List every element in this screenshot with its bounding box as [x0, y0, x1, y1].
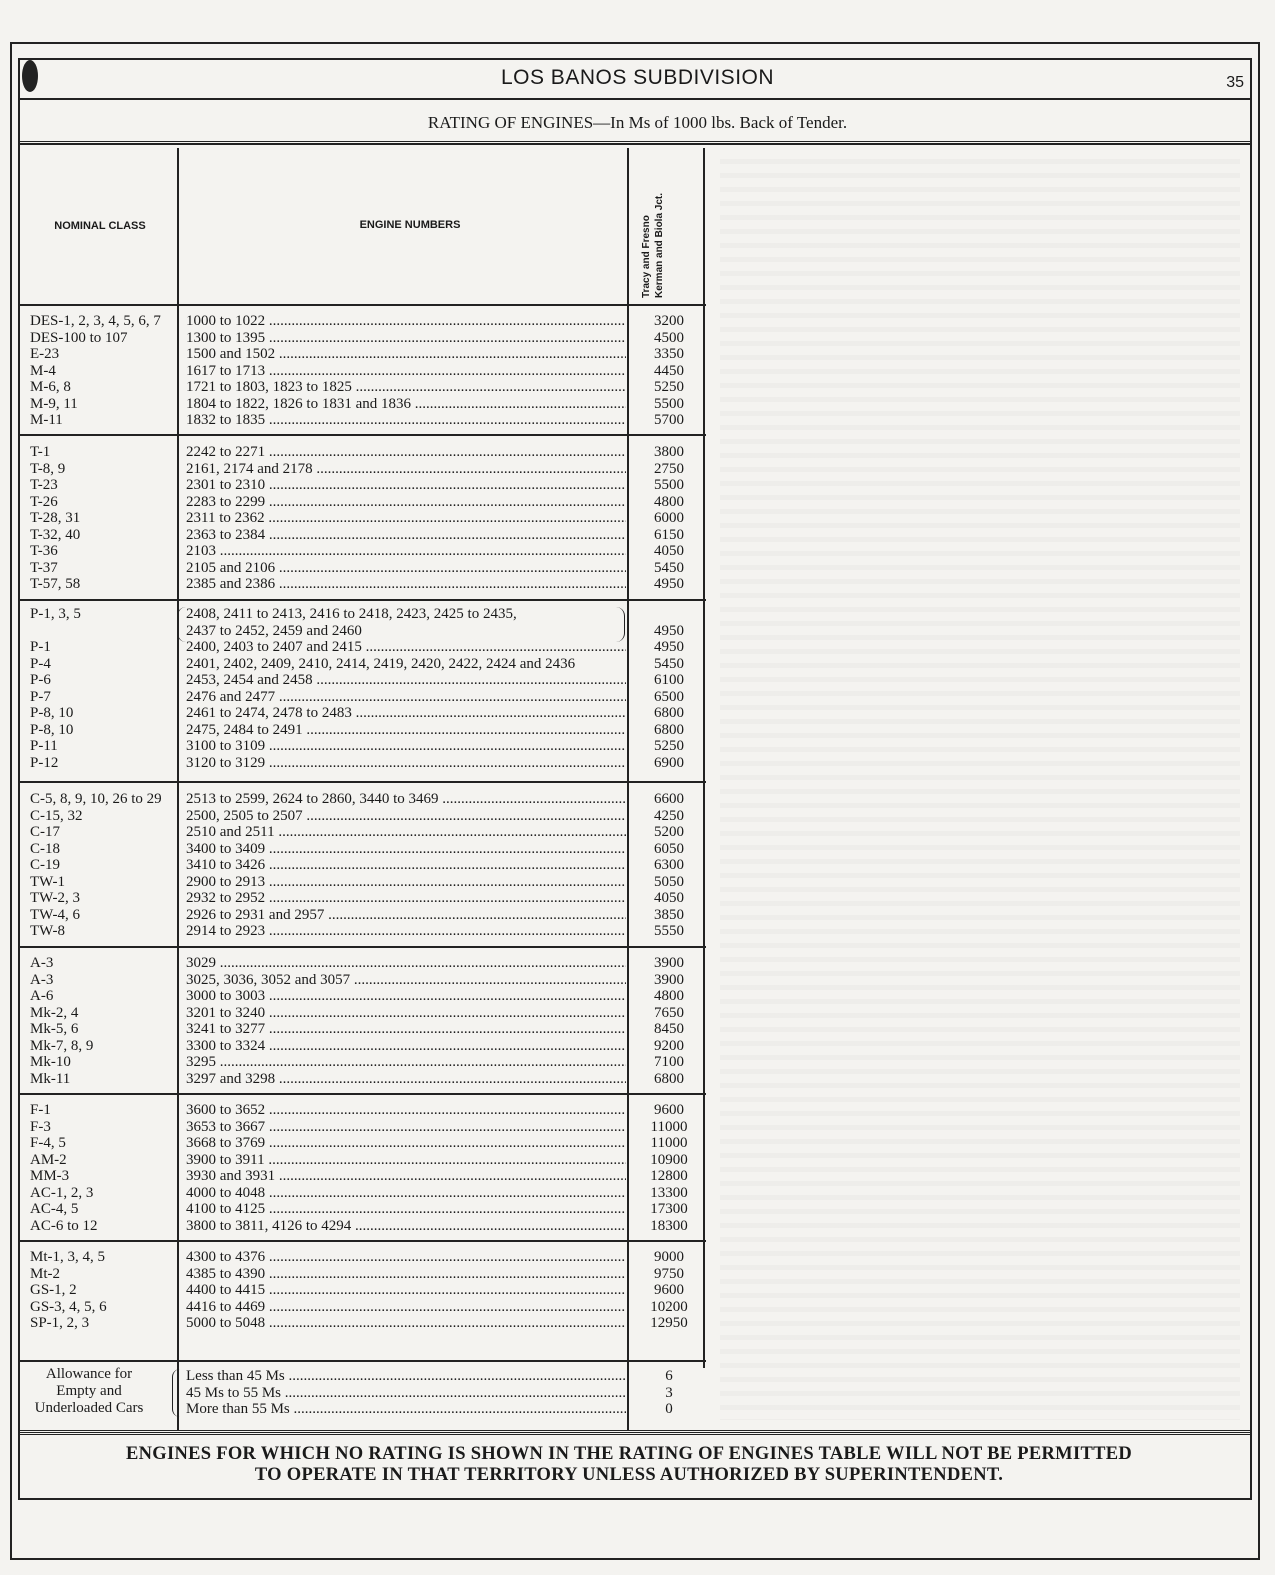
rating-cell: 5050 [654, 873, 684, 890]
allowance-range-cell: More than 55 Ms ..... [186, 1401, 626, 1418]
table-row [18, 1185, 706, 1202]
engine-numbers-cell: 3600 to 3652 ..... [186, 1102, 626, 1119]
engine-numbers-cell: 2900 to 2913 ..... [186, 874, 626, 891]
table-row [18, 656, 706, 673]
class-cell: GS-3, 4, 5, 6 [30, 1298, 107, 1315]
table-row [18, 738, 706, 755]
class-cell: P-11 [30, 738, 58, 754]
table-top-rule [18, 141, 1252, 145]
table-row [18, 1266, 706, 1283]
table-row [18, 623, 706, 640]
group-separator [18, 1240, 706, 1242]
row-group [18, 955, 706, 1087]
table-row [18, 576, 706, 593]
rating-cell: 9000 [654, 1249, 684, 1265]
class-cell: DES-1, 2, 3, 4, 5, 6, 7 [30, 313, 161, 329]
class-cell: DES-100 to 107 [30, 329, 128, 346]
class-cell: C-17 [30, 824, 60, 840]
class-cell: Mk-7, 8, 9 [30, 1037, 94, 1054]
table-row [18, 527, 706, 544]
engine-numbers-cell: 4385 to 4390 ..... [186, 1266, 626, 1283]
rating-cell: 5450 [654, 655, 684, 672]
table-row [18, 1119, 706, 1136]
class-cell: P-8, 10 [30, 721, 74, 738]
class-cell: SP-1, 2, 3 [30, 1315, 90, 1331]
group-separator [18, 1093, 706, 1095]
table-row [18, 543, 706, 560]
allowance-row [18, 1401, 706, 1418]
table-row [18, 1315, 706, 1332]
rating-cell: 9750 [654, 1265, 684, 1282]
class-cell: T-23 [30, 477, 58, 493]
row-group [18, 791, 706, 940]
engine-numbers-cell: 4000 to 4048 ..... [186, 1185, 626, 1202]
class-cell: TW-8 [30, 923, 65, 939]
column-header-class: NOMINAL CLASS [54, 220, 146, 232]
engine-numbers-cell: 3410 to 3426 ..... [186, 857, 626, 874]
table-row [18, 412, 706, 429]
rating-cell: 3900 [654, 955, 684, 971]
rating-cell: 10200 [650, 1298, 688, 1315]
table-row [18, 1135, 706, 1152]
allowance-value-cell: 3 [665, 1384, 673, 1401]
class-cell: Mk-11 [30, 1070, 71, 1087]
table-row [18, 874, 706, 891]
table-row [18, 1021, 706, 1038]
table-row [18, 396, 706, 413]
rating-cell: 8450 [654, 1021, 684, 1037]
row-group [18, 1249, 706, 1332]
table-row [18, 494, 706, 511]
table-row [18, 444, 706, 461]
rating-cell: 4050 [654, 890, 684, 906]
table-row [18, 755, 706, 772]
engine-numbers-cell: 3120 to 3129 ..... [186, 755, 626, 772]
table-row [18, 824, 706, 841]
class-cell: M-4 [30, 362, 56, 379]
table-row [18, 606, 706, 623]
class-cell: F-4, 5 [30, 1135, 66, 1151]
header-rule [18, 98, 1252, 100]
class-cell: F-1 [30, 1102, 51, 1118]
engine-numbers-cell: 4416 to 4469 ..... [186, 1299, 626, 1316]
table-row [18, 972, 706, 989]
class-cell: Mt-2 [30, 1265, 60, 1282]
right-brace [615, 607, 625, 642]
table-row [18, 1282, 706, 1299]
engine-numbers-cell: 3241 to 3277 ..... [186, 1021, 626, 1038]
class-cell: Mk-2, 4 [30, 1004, 79, 1021]
engine-numbers-cell: 4300 to 4376 ..... [186, 1249, 626, 1266]
table-row [18, 477, 706, 494]
rating-cell: 13300 [650, 1184, 688, 1201]
rating-cell: 2750 [654, 460, 684, 477]
engine-numbers-cell: 1300 to 1395 ..... [186, 330, 626, 347]
rating-cell: 3200 [654, 313, 684, 329]
engine-numbers-cell: 3297 and 3298 ..... [186, 1071, 626, 1088]
table-row [18, 639, 706, 656]
rating-cell: 6000 [654, 510, 684, 526]
rating-cell: 4450 [654, 362, 684, 379]
class-cell: T-36 [30, 543, 58, 559]
engine-numbers-cell: 3930 and 3931 ..... [186, 1168, 626, 1185]
engine-numbers-cell: 1500 and 1502 ..... [186, 346, 626, 363]
table-row [18, 1299, 706, 1316]
class-cell: T-37 [30, 559, 58, 576]
rating-cell: 4800 [654, 988, 684, 1004]
group-separator [18, 781, 706, 783]
table-row [18, 1218, 706, 1235]
engine-numbers-cell: 3295 ..... [186, 1054, 626, 1071]
group-separator [18, 946, 706, 948]
table-row [18, 808, 706, 825]
engine-numbers-cell: 2105 and 2106 ..... [186, 560, 626, 577]
engine-numbers-cell: 1832 to 1835 ..... [186, 412, 626, 429]
table-row [18, 955, 706, 972]
engine-numbers-cell: 3300 to 3324 ..... [186, 1038, 626, 1055]
engine-numbers-cell: 1804 to 1822, 1826 to 1831 and 1836 ..... [186, 396, 626, 413]
engine-numbers-cell: 2161, 2174 and 2178 ..... [186, 461, 626, 478]
table-row [18, 1071, 706, 1088]
rating-cell: 6600 [654, 791, 684, 807]
header-bottom-rule [18, 304, 706, 306]
rating-header-line: Kerman and Biola Jct. [654, 192, 665, 298]
engine-numbers-cell: 2475, 2484 to 2491 ..... [186, 722, 626, 739]
engine-numbers-cell: 2311 to 2362 ..... [186, 510, 626, 527]
table-row [18, 1038, 706, 1055]
footer-notice [24, 1444, 1234, 1486]
rating-cell: 3900 [654, 971, 684, 988]
class-cell: E-23 [30, 346, 60, 362]
class-cell: Mk-10 [30, 1054, 71, 1070]
rating-cell: 5250 [654, 379, 684, 395]
class-cell: AM-2 [30, 1151, 67, 1168]
engine-numbers-cell: 2283 to 2299 ..... [186, 494, 626, 511]
rating-cell: 6300 [654, 857, 684, 873]
class-cell: P-1, 3, 5 [30, 606, 81, 622]
class-cell: C-15, 32 [30, 807, 83, 824]
table-row [18, 1102, 706, 1119]
class-cell: P-8, 10 [30, 705, 74, 721]
class-cell: A-6 [30, 988, 54, 1004]
engine-numbers-cell: 2408, 2411 to 2413, 2416 to 2418, 2423, 2425 to 2435, [186, 606, 517, 622]
footer-line: TO OPERATE IN THAT TERRITORY UNLESS AUTHORIZED BY SUPERINTENDENT. [254, 1465, 1004, 1485]
class-cell: C-18 [30, 840, 60, 857]
engine-numbers-cell: 2914 to 2923 ..... [186, 923, 626, 940]
rating-cell: 11000 [650, 1118, 688, 1135]
class-cell: T-57, 58 [30, 576, 81, 592]
class-cell: P-12 [30, 754, 59, 771]
row-group [18, 1102, 706, 1234]
table-row [18, 1249, 706, 1266]
table-row [18, 1201, 706, 1218]
column-header-rating [640, 193, 666, 298]
class-cell: T-32, 40 [30, 526, 81, 543]
rating-cell: 5200 [654, 824, 684, 840]
rating-cell: 6500 [654, 688, 684, 705]
engine-numbers-cell: 2400, 2403 to 2407 and 2415 ..... [186, 639, 626, 656]
class-cell: P-6 [30, 672, 51, 688]
rating-cell: 5500 [654, 395, 684, 412]
table-row [18, 363, 706, 380]
class-cell: T-28, 31 [30, 510, 81, 526]
rating-cell: 7650 [654, 1004, 684, 1021]
class-cell: M-9, 11 [30, 395, 78, 412]
engine-numbers-cell: 2103 ..... [186, 543, 626, 560]
class-cell: Mt-1, 3, 4, 5 [30, 1249, 105, 1265]
rating-cell: 3350 [654, 346, 684, 362]
rating-cell: 5550 [654, 923, 684, 939]
class-cell: M-11 [30, 412, 63, 428]
rating-cell: 5250 [654, 738, 684, 754]
engine-numbers-cell: 2500, 2505 to 2507 ..... [186, 808, 626, 825]
allowance-label-line: Empty and [56, 1383, 122, 1399]
class-cell: TW-1 [30, 873, 65, 890]
table-row [18, 330, 706, 347]
row-group [18, 313, 706, 429]
class-cell: M-6, 8 [30, 379, 71, 395]
table-row [18, 379, 706, 396]
class-cell: TW-4, 6 [30, 906, 80, 923]
rating-cell: 4950 [654, 639, 684, 655]
rating-cell: 11000 [650, 1135, 688, 1151]
rating-cell: 4950 [654, 622, 684, 639]
rating-cell: 4250 [654, 807, 684, 824]
engine-numbers-cell: 2510 and 2511 ..... [186, 824, 626, 841]
engine-numbers-cell: 4400 to 4415 ..... [186, 1282, 626, 1299]
rating-cell: 5700 [654, 412, 684, 428]
rating-cell: 9200 [654, 1037, 684, 1054]
engine-numbers-cell: 2242 to 2271 ..... [186, 444, 626, 461]
table-row [18, 1054, 706, 1071]
rating-cell: 4800 [654, 493, 684, 510]
group-separator [18, 1360, 706, 1362]
rating-cell: 6900 [654, 754, 684, 771]
table-row [18, 705, 706, 722]
table-row [18, 923, 706, 940]
engine-numbers-cell: 3025, 3036, 3052 and 3057 ..... [186, 972, 626, 989]
class-cell: TW-2, 3 [30, 890, 80, 906]
column-header-engines: ENGINE NUMBERS [359, 219, 461, 231]
engine-numbers-cell: 1721 to 1803, 1823 to 1825 ..... [186, 379, 626, 396]
engine-numbers-cell: 5000 to 5048 ..... [186, 1315, 626, 1332]
row-group [18, 606, 706, 771]
allowance-range-cell: 45 Ms to 55 Ms ..... [186, 1385, 626, 1402]
class-cell: AC-6 to 12 [30, 1217, 98, 1234]
engine-numbers-cell: 2513 to 2599, 2624 to 2860, 3440 to 3469 ..... [186, 791, 626, 808]
class-cell: Mk-5, 6 [30, 1021, 79, 1037]
rating-cell: 6800 [654, 721, 684, 738]
table-row [18, 890, 706, 907]
table-title: RATING OF ENGINES—In Ms of 1000 lbs. Back of Tender. [427, 113, 848, 132]
rating-cell: 5450 [654, 559, 684, 576]
class-cell: AC-4, 5 [30, 1201, 79, 1217]
table-row [18, 689, 706, 706]
engine-numbers-cell: 3029 ..... [186, 955, 626, 972]
class-cell: AC-1, 2, 3 [30, 1184, 94, 1201]
table-row [18, 672, 706, 689]
class-cell: GS-1, 2 [30, 1282, 77, 1298]
page-number: 35 [1226, 74, 1244, 91]
allowance-value-cell: 0 [665, 1401, 673, 1417]
engine-numbers-cell: 3668 to 3769 ..... [186, 1135, 626, 1152]
allowance-row [18, 1385, 706, 1402]
class-cell: P-4 [30, 655, 51, 672]
class-cell: T-8, 9 [30, 460, 66, 477]
engine-numbers-cell: 2385 and 2386 ..... [186, 576, 626, 593]
table-row [18, 857, 706, 874]
table-row [18, 907, 706, 924]
rating-cell: 4050 [654, 543, 684, 559]
class-cell: C-19 [30, 857, 60, 873]
table-row [18, 346, 706, 363]
engine-numbers-cell: 3100 to 3109 ..... [186, 738, 626, 755]
rating-header-line: Tracy and Fresno [641, 215, 652, 298]
rating-cell: 3850 [654, 906, 684, 923]
engine-numbers-cell: 1617 to 1713 ..... [186, 363, 626, 380]
table-row [18, 988, 706, 1005]
class-cell: T-26 [30, 493, 58, 510]
rating-cell: 9600 [654, 1282, 684, 1298]
rating-cell: 6150 [654, 526, 684, 543]
rating-cell: 6050 [654, 840, 684, 857]
subdivision-title: LOS BANOS SUBDIVISION [500, 66, 775, 89]
left-brace [177, 607, 187, 642]
rating-cell: 4950 [654, 576, 684, 592]
rating-cell: 6800 [654, 1070, 684, 1087]
rating-cell: 5500 [654, 477, 684, 493]
engine-numbers-cell: 3201 to 3240 ..... [186, 1005, 626, 1022]
rating-cell: 4500 [654, 329, 684, 346]
table-row [18, 461, 706, 478]
table-row [18, 1168, 706, 1185]
footer-rule [18, 1430, 1252, 1435]
rating-cell: 18300 [650, 1217, 688, 1234]
rating-cell: 3800 [654, 444, 684, 460]
allowance-row [18, 1368, 706, 1385]
rating-cell: 12800 [650, 1168, 688, 1184]
class-cell: C-5, 8, 9, 10, 26 to 29 [30, 791, 162, 807]
class-cell: MM-3 [30, 1168, 70, 1184]
group-separator [18, 599, 706, 601]
group-separator [18, 434, 706, 436]
table-row [18, 560, 706, 577]
engine-numbers-cell: 2932 to 2952 ..... [186, 890, 626, 907]
table-row [18, 1005, 706, 1022]
allowance-label-line: Allowance for [45, 1366, 133, 1382]
engine-numbers-cell: 4100 to 4125 ..... [186, 1201, 626, 1218]
engine-numbers-cell: 2453, 2454 and 2458 ..... [186, 672, 626, 689]
engine-numbers-cell: 3800 to 3811, 4126 to 4294 ..... [186, 1218, 626, 1235]
rating-cell: 6800 [654, 705, 684, 721]
footer-line: ENGINES FOR WHICH NO RATING IS SHOWN IN THE RATING OF ENGINES TABLE WILL NOT BE PERMITTED [125, 1444, 1133, 1464]
rating-cell: 9600 [654, 1102, 684, 1118]
table-row [18, 791, 706, 808]
class-cell: P-7 [30, 688, 51, 705]
class-cell: T-1 [30, 444, 51, 460]
engine-numbers-cell: 2363 to 2384 ..... [186, 527, 626, 544]
engine-numbers-cell: 2461 to 2474, 2478 to 2483 ..... [186, 705, 626, 722]
class-cell: P-1 [30, 639, 51, 655]
table-row [18, 841, 706, 858]
engine-numbers-cell: 1000 to 1022 ..... [186, 313, 626, 330]
class-cell: A-3 [30, 955, 54, 971]
table-row [18, 510, 706, 527]
engine-numbers-cell: 3000 to 3003 ..... [186, 988, 626, 1005]
rating-cell: 7100 [654, 1054, 684, 1070]
rating-cell: 10900 [650, 1151, 688, 1168]
allowance-rows [18, 1368, 706, 1418]
allowance-label-line: Underloaded Cars [34, 1400, 144, 1416]
engine-numbers-cell: 3900 to 3911 ..... [186, 1152, 626, 1169]
engine-numbers-cell: 3653 to 3667 ..... [186, 1119, 626, 1136]
row-group [18, 444, 706, 593]
table-row [18, 1152, 706, 1169]
class-cell: A-3 [30, 971, 54, 988]
engine-numbers-cell: 2437 to 2452, 2459 and 2460 [186, 622, 362, 639]
class-cell: F-3 [30, 1118, 51, 1135]
engine-numbers-cell: 2301 to 2310 ..... [186, 477, 626, 494]
rating-cell: 12950 [650, 1315, 688, 1331]
engine-numbers-cell: 2476 and 2477 ..... [186, 689, 626, 706]
engine-numbers-cell: 3400 to 3409 ..... [186, 841, 626, 858]
rating-cell: 17300 [650, 1201, 688, 1217]
rating-cell: 6100 [654, 672, 684, 688]
engine-numbers-cell: 2401, 2402, 2409, 2410, 2414, 2419, 2420, 2422, 2424 and 2436 [186, 655, 576, 672]
allowance-value-cell: 6 [665, 1368, 673, 1384]
table-row [18, 722, 706, 739]
engine-numbers-cell: 2926 to 2931 and 2957 ..... [186, 907, 626, 924]
allowance-range-cell: Less than 45 Ms ..... [186, 1368, 626, 1385]
table-row [18, 313, 706, 330]
